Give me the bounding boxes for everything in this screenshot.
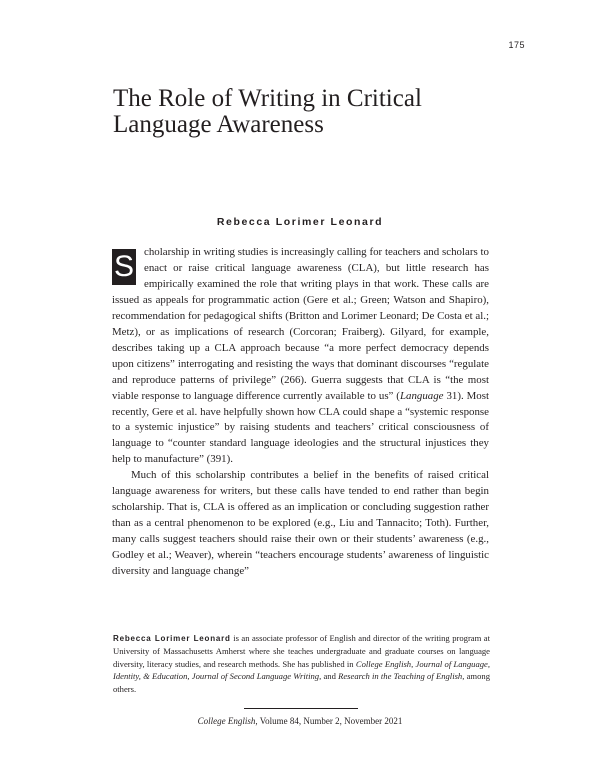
drop-cap: S [113,250,134,283]
paragraph-1-text [112,246,489,465]
journal-name: College English [197,716,256,726]
text-run: cholarship in writing studies is increasingly calling for teachers and scholars to enact or raise critical language awareness (CLA), but little research has empirically examined the role that writing plays in that work. These calls are issued as appeals for programmatic action (Gere et al.; Green; Watson and Shapiro), recommendation for pedagogical shifts (Britton and Lorimer Leonard; De Costa et al.; Metz), or as implications of research (Corcoran; Fraiberg). Gilyard, for example, describes taking up a CLA approach because “a more perfect democracy depends upon citizens” interrogating and resisting the ways that dominant discourses “regulate and reproduce patterns of privilege” (266). Guerra suggests that CLA is “the most viable response to language difference currently available to us” ( [112,246,489,402]
italic-text: Research in the Teaching of English [338,671,463,682]
page-number: 175 [508,40,525,50]
article-body [112,245,489,580]
text-run: , and [319,671,339,682]
text-run: , [411,658,416,669]
italic-text: Language [399,389,444,402]
paragraph-2 [112,468,489,580]
italic-text: Journal of Language, Identity, & Education [113,658,491,682]
author-bio [113,632,490,695]
text-run: , among others. [113,671,490,694]
author-name: Rebecca Lorimer Leonard [216,216,384,228]
text-run: is an associate professor of English and director of the writing program at University of Massachusetts Amherst where she teaches undergraduate and graduate courses on language diversity, literacy studies, and research methods. She has published in [113,633,490,669]
paragraph-1 [112,245,489,468]
italic-text: Journal of Second Language Writing [191,671,320,682]
text-run: 31). Most recently, Gere et al. have helpfully shown how CLA could shape a “systemic response to a systemic injustice” by raising students and teachers’ critical consciousness of language to “counter standard language ideologies and the structural injustices they help to manufacture” (391). [112,389,490,466]
article-title: The Role of Writing in Critical Language Awareness [113,85,422,138]
footer-rule [244,708,358,709]
bio-author-name: Rebecca Lorimer Leonard [113,634,231,643]
footer-citation [0,716,600,726]
italic-text: College English [355,658,412,669]
text-run: , [187,671,192,682]
text-run: Much of this scholarship contributes a belief in the benefits of raised critical language awareness for writers, but these calls have tended to end rather than begin scholarship. That is, CLA is offered as an implication or concluding suggestion rather than as a central phenomenon to be explored (e.g., Liu and Tannacito; Toth). Further, many calls suggest teachers should raise their own or their students’ awareness (e.g., Godley et al.; Weaver), wherein “teachers encourage students’ awareness of linguistic diversity and language change” [112,469,489,578]
issue-info: , Volume 84, Number 2, November 2021 [255,716,403,726]
